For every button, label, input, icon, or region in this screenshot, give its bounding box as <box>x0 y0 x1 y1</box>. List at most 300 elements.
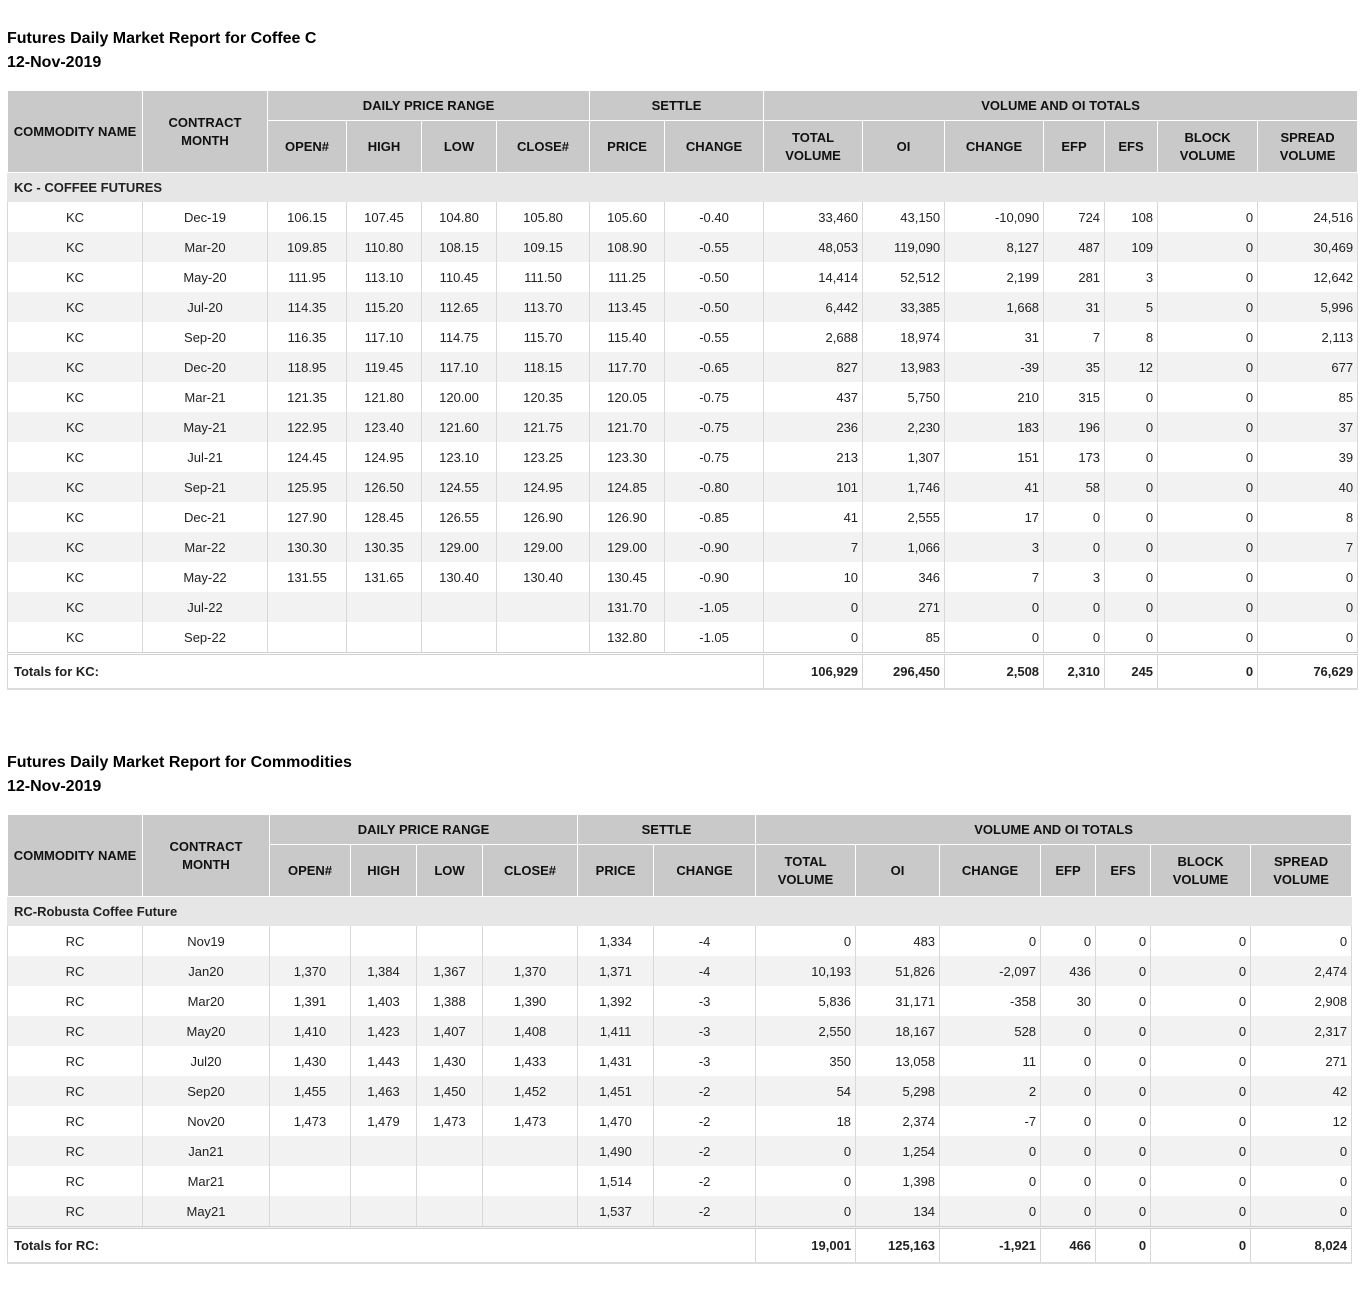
cell-oi-change: 8,127 <box>945 232 1044 262</box>
cell-settle-change: -2 <box>654 1196 756 1228</box>
cell-low: 129.00 <box>422 532 497 562</box>
cell-efs: 0 <box>1096 956 1151 986</box>
cell-oi-change: 0 <box>940 926 1041 957</box>
cell-close: 130.40 <box>497 562 590 592</box>
cell-settle-change: -1.05 <box>665 592 764 622</box>
header-oi-change: CHANGE <box>940 845 1041 897</box>
cell-efs: 0 <box>1105 382 1158 412</box>
cell-settle-change: -0.75 <box>665 382 764 412</box>
cell-settle-price: 123.30 <box>590 442 665 472</box>
cell-high <box>351 1166 417 1196</box>
cell-contract-month: May-22 <box>143 562 268 592</box>
header-commodity-name: COMMODITY NAME <box>8 815 143 897</box>
cell-contract-month: Jan20 <box>143 956 270 986</box>
total-oi: 125,163 <box>856 1228 940 1264</box>
cell-efs: 0 <box>1096 1016 1151 1046</box>
cell-close: 1,473 <box>483 1106 578 1136</box>
cell-total-volume: 0 <box>756 1196 856 1228</box>
total-efs: 245 <box>1105 654 1158 690</box>
cell-spread-volume: 37 <box>1258 412 1358 442</box>
cell-block-volume: 0 <box>1158 622 1258 654</box>
cell-contract-month: Dec-20 <box>143 352 268 382</box>
cell-high: 128.45 <box>347 502 422 532</box>
cell-open: 131.55 <box>268 562 347 592</box>
cell-spread-volume: 0 <box>1251 1136 1352 1166</box>
table-row <box>8 1016 1352 1046</box>
cell-total-volume: 0 <box>756 1166 856 1196</box>
cell-settle-price: 129.00 <box>590 532 665 562</box>
header-open: OPEN# <box>270 845 351 897</box>
header-total-volume: TOTAL VOLUME <box>756 845 856 897</box>
cell-settle-price: 1,431 <box>578 1046 654 1076</box>
cell-oi-change: 17 <box>945 502 1044 532</box>
cell-low <box>417 1166 483 1196</box>
cell-settle-change: -0.80 <box>665 472 764 502</box>
cell-oi-change: 528 <box>940 1016 1041 1046</box>
cell-settle-change: -4 <box>654 956 756 986</box>
cell-efp: 0 <box>1041 1196 1096 1228</box>
table-row <box>8 412 1358 442</box>
cell-commodity: KC <box>8 442 143 472</box>
cell-commodity: KC <box>8 472 143 502</box>
cell-close <box>483 1166 578 1196</box>
cell-total-volume: 827 <box>764 352 863 382</box>
total-efs: 0 <box>1096 1228 1151 1264</box>
cell-high: 131.65 <box>347 562 422 592</box>
cell-low: 1,388 <box>417 986 483 1016</box>
cell-settle-price: 130.45 <box>590 562 665 592</box>
cell-close <box>483 926 578 957</box>
cell-settle-price: 1,334 <box>578 926 654 957</box>
cell-high: 123.40 <box>347 412 422 442</box>
cell-settle-change: -3 <box>654 986 756 1016</box>
cell-commodity: RC <box>8 1076 143 1106</box>
cell-oi-change: 183 <box>945 412 1044 442</box>
cell-open: 130.30 <box>268 532 347 562</box>
header-oi: OI <box>856 845 940 897</box>
cell-total-volume: 48,053 <box>764 232 863 262</box>
cell-block-volume: 0 <box>1158 502 1258 532</box>
cell-contract-month: Dec-21 <box>143 502 268 532</box>
cell-block-volume: 0 <box>1151 986 1251 1016</box>
cell-total-volume: 213 <box>764 442 863 472</box>
cell-total-volume: 2,688 <box>764 322 863 352</box>
cell-efs: 0 <box>1105 562 1158 592</box>
cell-efp: 0 <box>1044 502 1105 532</box>
cell-commodity: KC <box>8 262 143 292</box>
cell-contract-month: Sep-21 <box>143 472 268 502</box>
cell-total-volume: 0 <box>756 926 856 957</box>
cell-settle-change: -0.65 <box>665 352 764 382</box>
cell-settle-price: 1,514 <box>578 1166 654 1196</box>
cell-high: 1,423 <box>351 1016 417 1046</box>
cell-oi: 1,746 <box>863 472 945 502</box>
cell-block-volume: 0 <box>1158 262 1258 292</box>
cell-open: 111.95 <box>268 262 347 292</box>
cell-efs: 0 <box>1105 472 1158 502</box>
cell-efp: 0 <box>1041 1106 1096 1136</box>
cell-oi: 1,254 <box>856 1136 940 1166</box>
cell-oi: 33,385 <box>863 292 945 322</box>
cell-high: 1,384 <box>351 956 417 986</box>
cell-total-volume: 33,460 <box>764 202 863 233</box>
cell-block-volume: 0 <box>1158 382 1258 412</box>
cell-commodity: RC <box>8 1046 143 1076</box>
totals-label: Totals for KC: <box>8 654 764 690</box>
table-row <box>8 202 1358 233</box>
total-spread-volume: 76,629 <box>1258 654 1358 690</box>
cell-efs: 0 <box>1096 1106 1151 1136</box>
cell-efp: 724 <box>1044 202 1105 233</box>
cell-low: 110.45 <box>422 262 497 292</box>
cell-settle-price: 132.80 <box>590 622 665 654</box>
cell-total-volume: 7 <box>764 532 863 562</box>
cell-oi-change: 7 <box>945 562 1044 592</box>
cell-open <box>270 1166 351 1196</box>
cell-oi: 2,230 <box>863 412 945 442</box>
cell-efs: 0 <box>1096 1136 1151 1166</box>
cell-block-volume: 0 <box>1158 202 1258 233</box>
cell-total-volume: 0 <box>756 1136 856 1166</box>
cell-settle-change: -0.40 <box>665 202 764 233</box>
totals-row <box>8 654 1358 690</box>
cell-low: 1,473 <box>417 1106 483 1136</box>
table-row <box>8 1166 1352 1196</box>
cell-block-volume: 0 <box>1158 562 1258 592</box>
cell-total-volume: 236 <box>764 412 863 442</box>
cell-total-volume: 350 <box>756 1046 856 1076</box>
cell-contract-month: Mar21 <box>143 1166 270 1196</box>
cell-settle-change: -4 <box>654 926 756 957</box>
cell-close: 115.70 <box>497 322 590 352</box>
cell-oi-change: 0 <box>945 592 1044 622</box>
cell-oi: 31,171 <box>856 986 940 1016</box>
cell-settle-price: 1,490 <box>578 1136 654 1166</box>
total-efp: 466 <box>1041 1228 1096 1264</box>
table-row <box>8 562 1358 592</box>
cell-total-volume: 101 <box>764 472 863 502</box>
cell-oi-change: -358 <box>940 986 1041 1016</box>
cell-total-volume: 18 <box>756 1106 856 1136</box>
table-body <box>8 173 1358 690</box>
cell-open <box>268 592 347 622</box>
cell-spread-volume: 0 <box>1258 562 1358 592</box>
cell-oi-change: -2,097 <box>940 956 1041 986</box>
cell-contract-month: Nov20 <box>143 1106 270 1136</box>
cell-spread-volume: 0 <box>1251 926 1352 957</box>
cell-commodity: KC <box>8 622 143 654</box>
cell-oi: 346 <box>863 562 945 592</box>
total-spread-volume: 8,024 <box>1251 1228 1352 1264</box>
cell-commodity: RC <box>8 986 143 1016</box>
cell-high <box>351 926 417 957</box>
header-volume-oi-totals: VOLUME AND OI TOTALS <box>764 91 1358 121</box>
cell-high <box>351 1136 417 1166</box>
cell-contract-month: Mar-20 <box>143 232 268 262</box>
cell-settle-change: -3 <box>654 1016 756 1046</box>
cell-open: 1,430 <box>270 1046 351 1076</box>
cell-spread-volume: 12,642 <box>1258 262 1358 292</box>
cell-high <box>347 592 422 622</box>
cell-settle-price: 117.70 <box>590 352 665 382</box>
cell-open: 1,473 <box>270 1106 351 1136</box>
table-row <box>8 1106 1352 1136</box>
cell-close: 121.75 <box>497 412 590 442</box>
cell-efp: 315 <box>1044 382 1105 412</box>
header-open: OPEN# <box>268 121 347 173</box>
cell-contract-month: Jul-20 <box>143 292 268 322</box>
cell-commodity: KC <box>8 532 143 562</box>
cell-spread-volume: 0 <box>1258 592 1358 622</box>
table-row <box>8 442 1358 472</box>
cell-efp: 436 <box>1041 956 1096 986</box>
cell-low: 1,450 <box>417 1076 483 1106</box>
cell-settle-price: 1,470 <box>578 1106 654 1136</box>
cell-open: 122.95 <box>268 412 347 442</box>
cell-settle-change: -0.75 <box>665 442 764 472</box>
cell-open: 118.95 <box>268 352 347 382</box>
table-row <box>8 1046 1352 1076</box>
report-date: 12-Nov-2019 <box>7 54 102 71</box>
cell-open: 109.85 <box>268 232 347 262</box>
cell-close: 105.80 <box>497 202 590 233</box>
cell-high <box>351 1196 417 1228</box>
cell-oi-change: 0 <box>940 1166 1041 1196</box>
cell-oi: 119,090 <box>863 232 945 262</box>
cell-high <box>347 622 422 654</box>
cell-block-volume: 0 <box>1158 292 1258 322</box>
cell-efs: 108 <box>1105 202 1158 233</box>
cell-total-volume: 0 <box>764 592 863 622</box>
cell-settle-change: -2 <box>654 1106 756 1136</box>
header-efp: EFP <box>1044 121 1105 173</box>
cell-total-volume: 10,193 <box>756 956 856 986</box>
cell-spread-volume: 2,474 <box>1251 956 1352 986</box>
cell-spread-volume: 40 <box>1258 472 1358 502</box>
cell-spread-volume: 39 <box>1258 442 1358 472</box>
cell-total-volume: 14,414 <box>764 262 863 292</box>
cell-high: 110.80 <box>347 232 422 262</box>
cell-high: 130.35 <box>347 532 422 562</box>
table-row <box>8 382 1358 412</box>
cell-efp: 58 <box>1044 472 1105 502</box>
header-block-volume: BLOCK VOLUME <box>1158 121 1258 173</box>
header-daily-price-range: DAILY PRICE RANGE <box>270 815 578 845</box>
cell-efp: 0 <box>1044 622 1105 654</box>
cell-efp: 281 <box>1044 262 1105 292</box>
cell-close: 126.90 <box>497 502 590 532</box>
total-oi-change: -1,921 <box>940 1228 1041 1264</box>
totals-row <box>8 1228 1352 1264</box>
cell-close: 113.70 <box>497 292 590 322</box>
cell-high: 1,463 <box>351 1076 417 1106</box>
table-row <box>8 472 1358 502</box>
cell-efp: 196 <box>1044 412 1105 442</box>
header-settle: SETTLE <box>578 815 756 845</box>
cell-settle-change: -0.75 <box>665 412 764 442</box>
cell-efp: 0 <box>1041 1166 1096 1196</box>
cell-high: 124.95 <box>347 442 422 472</box>
cell-low: 121.60 <box>422 412 497 442</box>
cell-commodity: KC <box>8 352 143 382</box>
cell-block-volume: 0 <box>1158 442 1258 472</box>
cell-open <box>268 622 347 654</box>
cell-close: 1,452 <box>483 1076 578 1106</box>
section-label: RC-Robusta Coffee Future <box>8 897 1352 926</box>
cell-oi-change: 210 <box>945 382 1044 412</box>
cell-commodity: KC <box>8 292 143 322</box>
cell-contract-month: Mar-22 <box>143 532 268 562</box>
cell-commodity: RC <box>8 1106 143 1136</box>
cell-high: 1,443 <box>351 1046 417 1076</box>
report-commodities <box>7 751 1352 1264</box>
cell-close: 109.15 <box>497 232 590 262</box>
cell-contract-month: May-21 <box>143 412 268 442</box>
cell-close: 1,370 <box>483 956 578 986</box>
cell-efs: 0 <box>1105 502 1158 532</box>
cell-efs: 12 <box>1105 352 1158 382</box>
cell-contract-month: Mar-21 <box>143 382 268 412</box>
cell-efp: 30 <box>1041 986 1096 1016</box>
cell-oi: 134 <box>856 1196 940 1228</box>
cell-efp: 7 <box>1044 322 1105 352</box>
cell-contract-month: May20 <box>143 1016 270 1046</box>
header-efs: EFS <box>1096 845 1151 897</box>
cell-contract-month: Dec-19 <box>143 202 268 233</box>
cell-efs: 0 <box>1096 986 1151 1016</box>
header-spread-volume: SPREAD VOLUME <box>1251 845 1352 897</box>
cell-open: 121.35 <box>268 382 347 412</box>
cell-oi: 1,398 <box>856 1166 940 1196</box>
cell-oi: 18,974 <box>863 322 945 352</box>
cell-contract-month: Jan21 <box>143 1136 270 1166</box>
cell-low: 117.10 <box>422 352 497 382</box>
table-row <box>8 956 1352 986</box>
cell-low: 123.10 <box>422 442 497 472</box>
cell-oi: 52,512 <box>863 262 945 292</box>
table-row <box>8 532 1358 562</box>
header-low: LOW <box>417 845 483 897</box>
cell-oi: 5,298 <box>856 1076 940 1106</box>
cell-contract-month: Jul-21 <box>143 442 268 472</box>
header-oi-change: CHANGE <box>945 121 1044 173</box>
cell-commodity: KC <box>8 592 143 622</box>
cell-settle-change: -0.55 <box>665 322 764 352</box>
cell-commodity: KC <box>8 382 143 412</box>
cell-spread-volume: 0 <box>1251 1196 1352 1228</box>
cell-block-volume: 0 <box>1158 322 1258 352</box>
cell-commodity: RC <box>8 1136 143 1166</box>
cell-high: 121.80 <box>347 382 422 412</box>
table-row <box>8 1136 1352 1166</box>
cell-oi: 13,983 <box>863 352 945 382</box>
cell-block-volume: 0 <box>1158 412 1258 442</box>
cell-settle-change: -3 <box>654 1046 756 1076</box>
cell-close: 1,408 <box>483 1016 578 1046</box>
cell-settle-change: -0.85 <box>665 502 764 532</box>
cell-oi: 5,750 <box>863 382 945 412</box>
cell-settle-price: 108.90 <box>590 232 665 262</box>
cell-oi-change: 1,668 <box>945 292 1044 322</box>
cell-spread-volume: 5,996 <box>1258 292 1358 322</box>
total-total-volume: 106,929 <box>764 654 863 690</box>
table-row <box>8 502 1358 532</box>
cell-commodity: RC <box>8 1166 143 1196</box>
cell-oi-change: 2,199 <box>945 262 1044 292</box>
cell-efs: 109 <box>1105 232 1158 262</box>
cell-block-volume: 0 <box>1158 352 1258 382</box>
header-volume-oi-totals: VOLUME AND OI TOTALS <box>756 815 1352 845</box>
cell-settle-change: -0.90 <box>665 562 764 592</box>
cell-open: 1,370 <box>270 956 351 986</box>
cell-oi-change: 3 <box>945 532 1044 562</box>
cell-oi: 85 <box>863 622 945 654</box>
cell-efp: 173 <box>1044 442 1105 472</box>
cell-contract-month: Jul20 <box>143 1046 270 1076</box>
cell-settle-price: 113.45 <box>590 292 665 322</box>
table-row <box>8 622 1358 654</box>
cell-settle-price: 120.05 <box>590 382 665 412</box>
cell-settle-change: -1.05 <box>665 622 764 654</box>
cell-contract-month: May21 <box>143 1196 270 1228</box>
cell-contract-month: Sep-20 <box>143 322 268 352</box>
cell-efs: 0 <box>1096 1076 1151 1106</box>
table-row <box>8 986 1352 1016</box>
cell-close: 118.15 <box>497 352 590 382</box>
cell-commodity: RC <box>8 956 143 986</box>
cell-high: 1,403 <box>351 986 417 1016</box>
cell-efs: 0 <box>1096 926 1151 957</box>
cell-open: 124.45 <box>268 442 347 472</box>
cell-spread-volume: 12 <box>1251 1106 1352 1136</box>
cell-oi: 1,307 <box>863 442 945 472</box>
cell-settle-change: -0.55 <box>665 232 764 262</box>
cell-settle-price: 1,392 <box>578 986 654 1016</box>
cell-low <box>422 592 497 622</box>
header-close: CLOSE# <box>497 121 590 173</box>
report-title: Futures Daily Market Report for Commodities <box>7 754 352 771</box>
cell-low <box>417 926 483 957</box>
header-high: HIGH <box>347 121 422 173</box>
cell-spread-volume: 2,908 <box>1251 986 1352 1016</box>
cell-commodity: KC <box>8 412 143 442</box>
cell-block-volume: 0 <box>1151 956 1251 986</box>
cell-contract-month: Sep20 <box>143 1076 270 1106</box>
cell-block-volume: 0 <box>1158 532 1258 562</box>
total-oi-change: 2,508 <box>945 654 1044 690</box>
cell-settle-change: -0.50 <box>665 292 764 322</box>
cell-settle-price: 105.60 <box>590 202 665 233</box>
cell-efs: 0 <box>1105 532 1158 562</box>
cell-total-volume: 6,442 <box>764 292 863 322</box>
cell-open <box>270 926 351 957</box>
cell-total-volume: 10 <box>764 562 863 592</box>
cell-efp: 0 <box>1044 532 1105 562</box>
cell-spread-volume: 2,317 <box>1251 1016 1352 1046</box>
header-price: PRICE <box>590 121 665 173</box>
cell-efs: 0 <box>1096 1166 1151 1196</box>
cell-spread-volume: 0 <box>1251 1166 1352 1196</box>
cell-settle-price: 1,371 <box>578 956 654 986</box>
cell-low <box>417 1136 483 1166</box>
total-total-volume: 19,001 <box>756 1228 856 1264</box>
cell-total-volume: 0 <box>764 622 863 654</box>
header-block-volume: BLOCK VOLUME <box>1151 845 1251 897</box>
header-total-volume: TOTAL VOLUME <box>764 121 863 173</box>
cell-low: 1,430 <box>417 1046 483 1076</box>
cell-oi: 483 <box>856 926 940 957</box>
cell-contract-month: Nov19 <box>143 926 270 957</box>
